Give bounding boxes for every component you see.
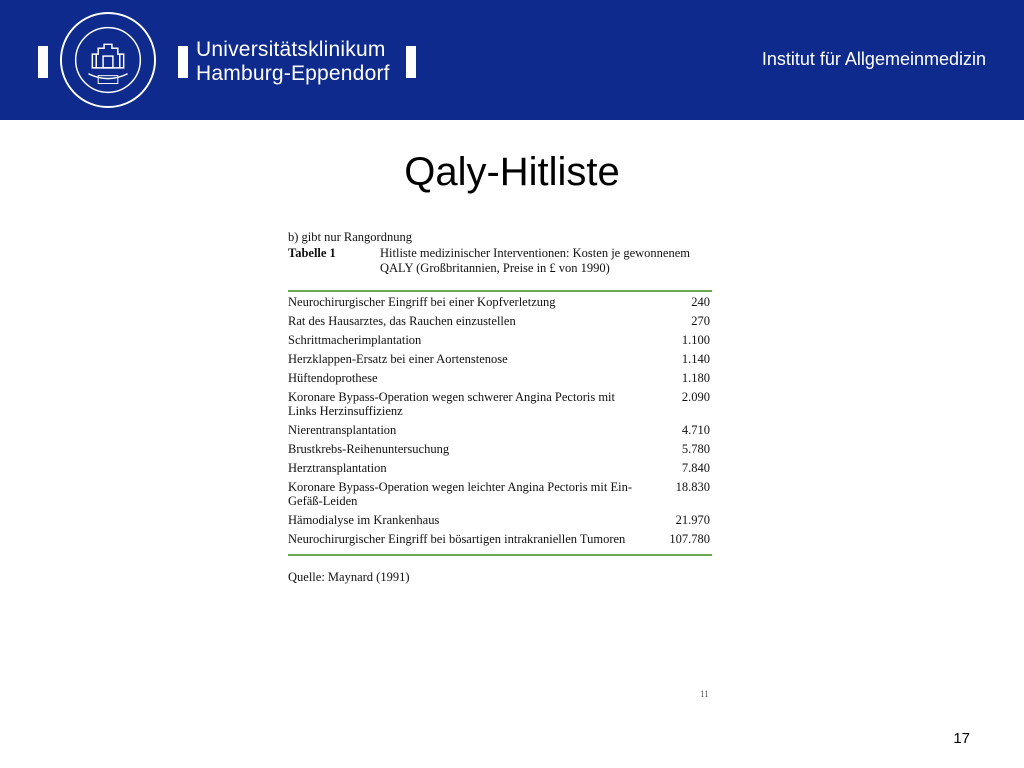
slide-title: Qaly-Hitliste bbox=[404, 150, 620, 194]
table-row bbox=[288, 442, 712, 456]
intervention-name: Koronare Bypass-Operation wegen leichter Angina Pectoris mit Ein-Gefäß-Leiden bbox=[288, 480, 633, 508]
table-row bbox=[288, 461, 712, 475]
intervention-name: Koronare Bypass-Operation wegen schwerer Angina Pectoris mit Links Herzinsuffizienz bbox=[288, 390, 615, 418]
brand-line-2: Hamburg-Eppendorf bbox=[196, 62, 390, 85]
table-row bbox=[288, 371, 712, 385]
intervention-name: Rat des Hausarztes, das Rauchen einzustellen bbox=[288, 314, 516, 328]
university-seal-icon bbox=[59, 11, 157, 109]
table-caption-label: Tabelle 1 bbox=[288, 246, 336, 260]
table-row bbox=[288, 314, 712, 328]
intervention-name: Schrittmacherimplantation bbox=[288, 333, 422, 347]
table-caption-text: Hitliste medizinischer Interventionen: Kosten je gewonnenem QALY (Großbritannien, Preise in £ von 1990) bbox=[380, 246, 690, 275]
institute-name: Institut für Allgemeinmedizin bbox=[761, 49, 986, 69]
cost-per-qaly: 2.090 bbox=[681, 390, 710, 404]
intervention-name: Neurochirurgischer Eingriff bei einer Kopfverletzung bbox=[288, 295, 556, 309]
intervention-name: Herzklappen-Ersatz bei einer Aortenstenose bbox=[288, 352, 508, 366]
page-mark: 11 bbox=[700, 689, 709, 699]
cost-per-qaly: 270 bbox=[691, 314, 710, 328]
brand-bar-left bbox=[38, 46, 48, 78]
intervention-name: Hüftendoprothese bbox=[288, 371, 378, 385]
cost-per-qaly: 1.180 bbox=[681, 371, 710, 385]
table-row bbox=[288, 295, 712, 309]
brand-bar-right bbox=[406, 46, 416, 78]
intervention-name: Hämodialyse im Krankenhaus bbox=[288, 513, 440, 527]
table-row bbox=[288, 532, 712, 546]
table-row bbox=[288, 352, 712, 366]
table-row bbox=[288, 513, 712, 527]
brand-line-1: Universitätsklinikum bbox=[196, 38, 386, 61]
table-row bbox=[288, 480, 712, 508]
cost-per-qaly: 18.830 bbox=[675, 480, 710, 494]
intervention-name: Neurochirurgischer Eingriff bei bösartigen intrakraniellen Tumoren bbox=[288, 532, 626, 546]
brand-bar-middle bbox=[178, 46, 188, 78]
table-caption bbox=[288, 246, 712, 276]
cost-per-qaly: 4.710 bbox=[681, 423, 710, 437]
cost-per-qaly: 1.100 bbox=[681, 333, 710, 347]
cost-per-qaly: 240 bbox=[691, 295, 710, 309]
table-subheading: b) gibt nur Rangordnung bbox=[288, 230, 412, 244]
table-row bbox=[288, 423, 712, 437]
intervention-name: Brustkrebs-Reihenuntersuchung bbox=[288, 442, 450, 456]
cost-per-qaly: 1.140 bbox=[681, 352, 710, 366]
cost-per-qaly: 21.970 bbox=[675, 513, 710, 527]
scanned-table bbox=[288, 230, 712, 585]
table-bottom-rule bbox=[288, 554, 712, 556]
table-body bbox=[288, 292, 712, 554]
cost-per-qaly: 7.840 bbox=[681, 461, 710, 475]
cost-per-qaly: 5.780 bbox=[681, 442, 710, 456]
intervention-name: Herztransplantation bbox=[288, 461, 387, 475]
brand-name bbox=[196, 38, 390, 86]
intervention-name: Nierentransplantation bbox=[288, 423, 397, 437]
table-source: Quelle: Maynard (1991) bbox=[288, 570, 410, 584]
cost-per-qaly: 107.780 bbox=[669, 532, 710, 546]
table-row bbox=[288, 390, 712, 418]
header-bar bbox=[0, 0, 1024, 120]
table-row bbox=[288, 333, 712, 347]
page-number: 17 bbox=[953, 730, 970, 747]
